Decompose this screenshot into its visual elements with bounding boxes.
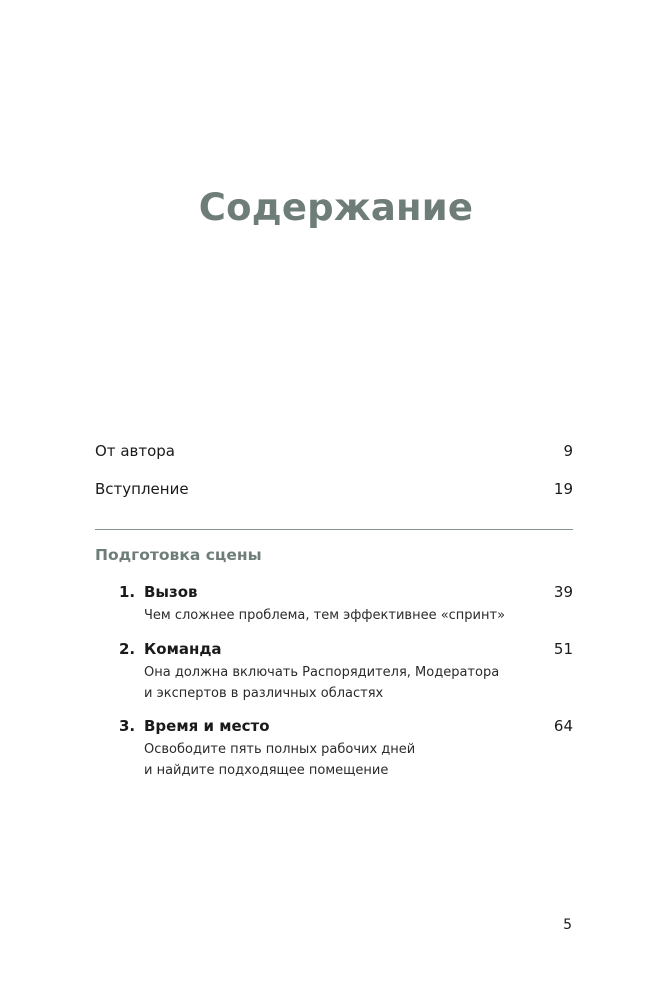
toc-entry-page: 9 [563,442,573,460]
chapter-description [144,605,544,626]
chapter-description-line: Она должна включать Распорядителя, Модератора [144,665,500,680]
section-title: Подготовка сцены [95,546,262,564]
chapter-number: 2. [119,640,136,658]
chapter-description-line: и экспертов в различных областях [144,686,384,701]
section-divider [95,529,573,530]
chapter-description-line: Освободите пять полных рабочих дней [144,742,416,757]
chapter-page: 51 [553,640,573,658]
chapter-description-line: и найдите подходящее помещение [144,763,389,778]
chapter-title: Команда [144,640,222,658]
chapter-title: Вызов [144,583,198,601]
toc-entry-label: Вступление [95,480,189,498]
chapter-page: 39 [553,583,573,601]
chapter-number: 1. [119,583,136,601]
page-title: Содержание [198,186,474,229]
chapter-description [144,739,544,781]
toc-entry-author-note[interactable] [95,442,573,466]
chapter-description-line: Чем сложнее проблема, тем эффективнее «спринт» [144,608,506,623]
toc-entry-page: 19 [553,480,573,498]
page-number: 5 [563,917,572,933]
chapter-description [144,662,544,704]
chapter-title: Время и место [144,717,270,735]
chapter-number: 3. [119,717,136,735]
toc-entry-label: От автора [95,442,175,460]
chapter-page: 64 [553,717,573,735]
toc-entry-introduction[interactable] [95,480,573,504]
